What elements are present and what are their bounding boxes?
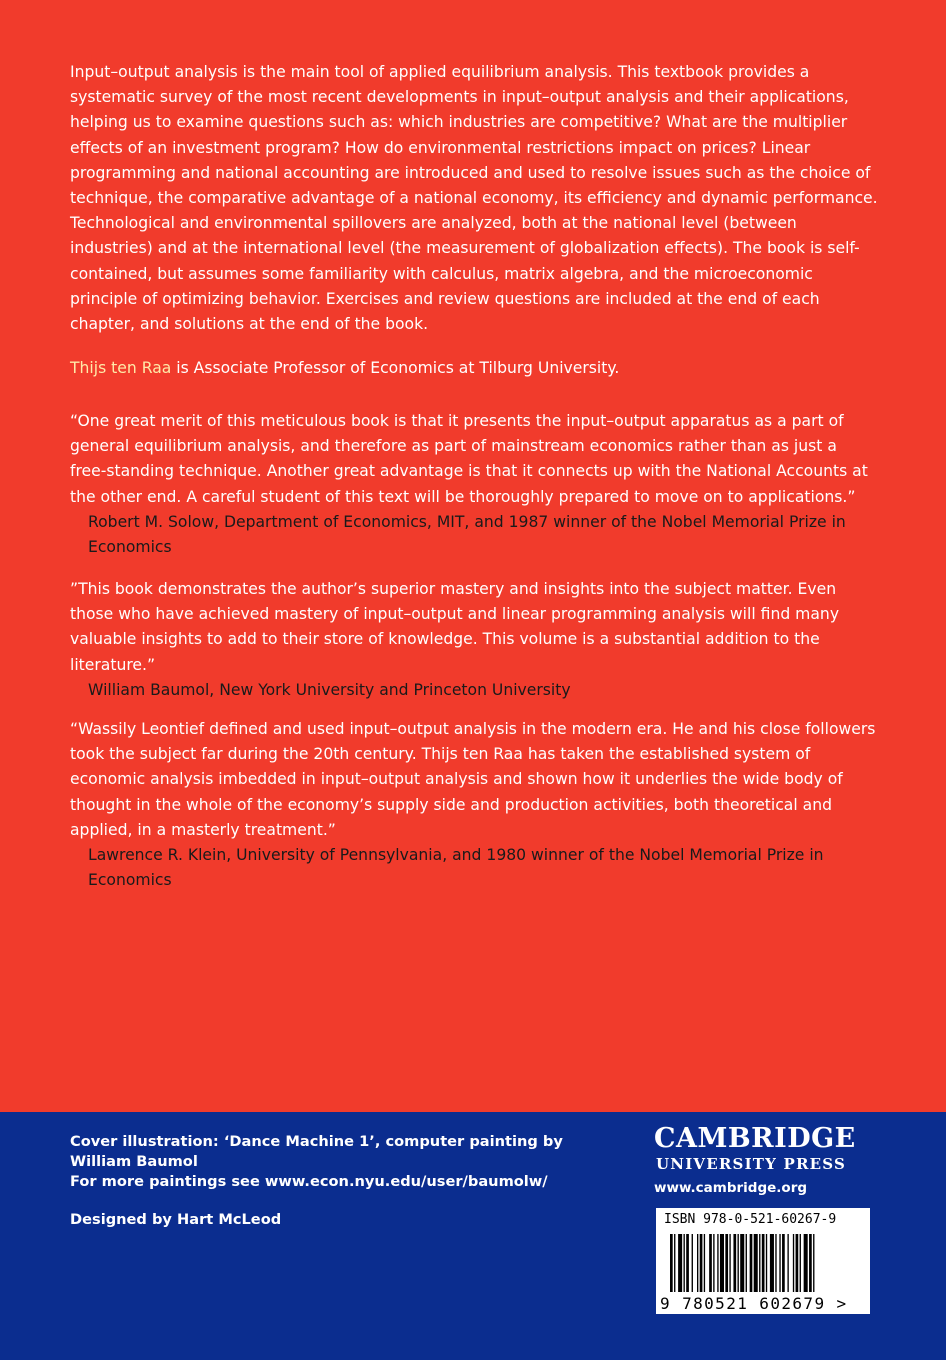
review-solow — [70, 409, 878, 560]
barcode-bar — [766, 1234, 767, 1292]
review-attribution: Lawrence R. Klein, University of Pennsylvania, and 1980 winner of the Nobel Memorial Prize in Economics — [88, 846, 824, 890]
barcode-bar — [717, 1234, 718, 1292]
barcode-bar — [759, 1234, 760, 1292]
barcode-bar — [700, 1234, 703, 1292]
barcode-bar — [670, 1234, 673, 1292]
barcode-bar — [740, 1234, 744, 1292]
barcode-bar — [738, 1234, 739, 1292]
barcode-bar — [809, 1234, 812, 1292]
barcode-bar — [770, 1234, 774, 1292]
barcode-bar — [686, 1234, 689, 1292]
designer-text: Designed by Hart McLeod — [70, 1211, 282, 1228]
publisher-name: CAMBRIDGE — [654, 1123, 856, 1154]
barcode-bar — [793, 1234, 794, 1292]
designer-credit — [70, 1210, 570, 1230]
barcode-bar — [750, 1234, 753, 1292]
more-paintings-text: For more paintings see www.econ.nyu.edu/user/baumolw/ — [70, 1173, 548, 1190]
blue-footer-panel — [0, 1112, 946, 1360]
barcode-bar — [804, 1234, 808, 1292]
review-attribution: William Baumol, New York University and Princeton University — [88, 680, 571, 699]
barcode-bar — [746, 1234, 747, 1292]
barcode-bar — [713, 1234, 714, 1292]
barcode-bar — [813, 1234, 814, 1292]
barcode-bar — [720, 1234, 724, 1292]
isbn-label: ISBN 978-0-521-60267-9 — [664, 1212, 837, 1227]
barcode-bar — [782, 1234, 785, 1292]
barcode-bar — [762, 1234, 765, 1292]
review-quote: ”This book demonstrates the author’s superior mastery and insights into the subject matter. Even those who have achieved mastery of input–output and linear programming analysis will find many valuable insights to add to their store of knowledge. This volume is a substantial addition to the literature.” — [70, 580, 840, 674]
barcode-bar — [729, 1234, 730, 1292]
description-text: Input–output analysis is the main tool of applied equilibrium analysis. This textbook provides a systematic survey of the most recent developments in input–output analysis and their applications, helping us to examine questions such as: which industries are competitive? What are the multiplier effects of an investment program? How do environmental restrictions impact on prices? Linear programming and national accounting are introduced and used to resolve issues such as the choice of technique, the comparative advantage of a national economy, its efficiency and dynamic performance. Technological and environmental spillovers are analyzed, both at the national level (between industries) and at the international level (the measurement of globalization effects). The book is self-contained, but assumes some familiarity with calculus, matrix algebra, and the microeconomic principle of optimizing behavior. Exercises and review questions are included at the end of each chapter, and solutions at the end of the book. — [70, 63, 878, 334]
barcode-bar — [678, 1234, 682, 1292]
barcode-bar — [787, 1234, 788, 1292]
barcode-bar — [754, 1234, 758, 1292]
barcode-bar — [704, 1234, 705, 1292]
barcode-bar — [779, 1234, 780, 1292]
barcode-bar — [692, 1234, 693, 1292]
publisher-subtitle: UNIVERSITY PRESS — [656, 1155, 847, 1173]
cover-illustration-credit — [70, 1132, 570, 1192]
publisher-logo — [654, 1124, 884, 1198]
barcode-bar — [697, 1234, 698, 1292]
review-attribution: Robert M. Solow, Department of Economics, MIT, and 1987 winner of the Nobel Memorial Prize in Economics — [88, 512, 846, 557]
review-baumol — [70, 577, 878, 703]
barcode-bar — [775, 1234, 776, 1292]
barcode-bar — [684, 1234, 685, 1292]
author-bio — [70, 356, 878, 381]
barcode-bar — [674, 1234, 675, 1292]
barcode-bar — [709, 1234, 712, 1292]
barcode — [656, 1208, 870, 1314]
barcode-bar — [725, 1234, 728, 1292]
book-description — [70, 60, 878, 337]
review-klein — [70, 717, 878, 893]
cover-illustration-text: Cover illustration: ‘Dance Machine 1’, computer painting by William Baumol — [70, 1133, 563, 1170]
barcode-bar — [800, 1234, 801, 1292]
barcode-bar — [796, 1234, 799, 1292]
author-bio-text: is Associate Professor of Economics at Tilburg University. — [171, 359, 620, 377]
author-name: Thijs ten Raa — [70, 359, 172, 377]
review-quote: “Wassily Leontief defined and used input–output analysis in the modern era. He and his close followers took the subject far during the 20th century. Thijs ten Raa has taken the established system of economic analysis imbedded in input–output analysis and shown how it underlies the wide body of thought in the whole of the economy’s supply side and production activities, both theoretical and applied, in a masterly treatment.” — [70, 720, 876, 839]
review-quote: “One great merit of this meticulous book is that it presents the input–output apparatus as a part of general equilibrium analysis, and therefore as part of mainstream economics rather than as just a free-standing technique. Another great advantage is that it connects up with the National Accounts at the other end. A careful student of this text will be thoroughly prepared to move on to applications.” — [70, 412, 868, 506]
barcode-bar — [733, 1234, 736, 1292]
barcode-digits: 9 780521 602679 > — [660, 1294, 848, 1313]
publisher-url: www.cambridge.org — [654, 1180, 808, 1196]
